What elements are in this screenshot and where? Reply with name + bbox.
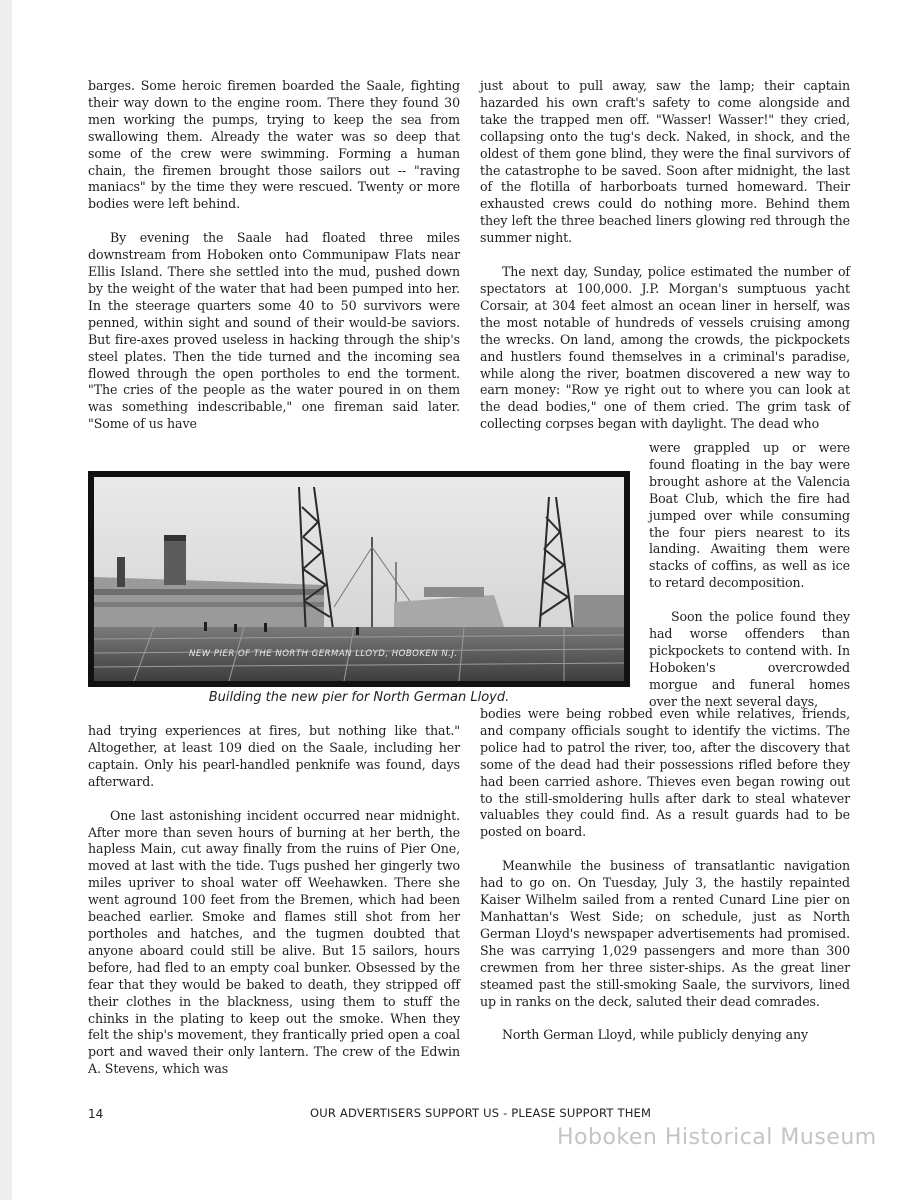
page-number: 14	[88, 1107, 104, 1121]
historical-photo	[88, 471, 630, 687]
page-edge-shadow	[0, 0, 12, 1200]
paragraph: Meanwhile the business of transatlantic navigation had to go on. On Tuesday, July 3, the hastily repainted Kaiser Wilhelm sailed from a rented Cunard Line pier on Manhattan's West Side; on schedule, just as North German Lloyd's newspaper advertisements had promised. She was carrying 1,029 passengers and more than 300 crewmen from her three sister-ships. As the great liner steamed past the still-smoking Saale, the survivors, lined up in ranks on the deck, saluted their dead comrades.	[480, 858, 850, 1009]
paragraph: had trying experiences at fires, but nothing like that." Altogether, at least 109 died on the Saale, including her captain. Only his pearl-handled penknife was found, days afterward.	[88, 723, 460, 789]
paragraph: Soon the police found they had worse offenders than pickpockets to contend with. In Hoboken's overcrowded morgue and funeral homes over the next several days,	[649, 609, 850, 709]
paragraph: North German Lloyd, while publicly denying any	[502, 1027, 809, 1043]
paragraph: By evening the Saale had floated three miles downstream from Hoboken onto Communipaw Flats near Ellis Island. There she settled into the mud, pushed down by the weight of the water that had been pumped into her. In the steerage quarters some 40 to 50 survivors were penned, within sight and sound of their would-be saviors. But fire-axes proved useless in hacking through the ship's steel plates. Then the tide turned and the incoming sea flowed through the open portholes to end the torment. "The cries of the people as the water poured in on them was something indescribable," one fireman said later. "Some of us have	[88, 230, 460, 432]
paragraph: The next day, Sunday, police estimated the number of spectators at 100,000. J.P. Morgan's sumptuous yacht Corsair, at 304 feet almost an ocean liner in herself, was the most notable of hundreds of vessels cruising among the wrecks. On land, among the crowds, the pickpockets and hustlers found themselves in a criminal's paradise, while along the river, boatmen discovered a new way to earn money: "Row ye right out to where you can look at the dead bodies," one of them cried. The grim task of collecting corpses began with daylight. The dead who	[480, 264, 850, 432]
paragraph: bodies were being robbed even while relatives, friends, and company officials sought to identify the victims. The police had to patrol the river, too, after the discovery that some of the dead had their possessions rifled before they had been carried ashore. Thieves even began rowing out to the still-smoldering hulls after dark to steal whatever valuables they could find. As a result guards had to be posted on board.	[480, 706, 850, 840]
paragraph: One last astonishing incident occurred near midnight. After more than seven hours of burning at her berth, the hapless Main, cut away finally from the ruins of Pier One, moved at last with the tide. Tugs pushed her gingerly two miles upriver to shoal water off Weehawken. There she went aground 100 feet from the Bremen, which had been beached earlier. Smoke and flames still shot from her portholes and hatches, and the tugmen doubted that anyone aboard could still be alive. But 15 sailors, hours before, had fled to an empty coal bunker. Obsessed by the fear that they would be baked to death, they stripped off their clothes in the blackness, using them to stuff the chinks in the plating to keep out the smoke. When they felt the ship's movement, they frantically pried open a coal port and waved their only lantern. The crew of the Edwin A. Stevens, which was	[88, 807, 460, 1077]
footer-note: OUR ADVERTISERS SUPPORT US - PLEASE SUPPORT THEM	[310, 1106, 652, 1120]
article-right-column-wrap	[649, 440, 850, 711]
article-left-column-top	[88, 78, 460, 433]
paragraph: just about to pull away, saw the lamp; their captain hazarded his own craft's safety to come alongside and take the trapped men off. "Wasser! Wasser!" they cried, collapsing onto the tug's deck. Naked, in shock, and the oldest of them gone blind, they were the final survivors of the catastrophe to be saved. Soon after midnight, the last of the flotilla of harborboats turned homeward. Their exhausted crews could do nothing more. Behind them they left the three beached liners glowing red through the summer night.	[480, 78, 850, 246]
paragraph: were grappled up or were found floating in the bay were brought ashore at the Valencia Boat Club, which the fire had jumped over while consuming the four piers nearest to its landing. Awaiting them were stacks of coffins, as well as ice to retard decomposition.	[649, 440, 850, 591]
article-left-column-bottom	[88, 723, 460, 1078]
museum-watermark: Hoboken Historical Museum	[557, 1125, 877, 1150]
paragraph: barges. Some heroic firemen boarded the Saale, fighting their way down to the engine room. There they found 30 men working the pumps, trying to keep the sea from swallowing them. Already the water was so deep that some of the crew were swimming. Forming a human chain, the firemen brought those sailors out -- "raving maniacs" by the time they were rescued. Twenty or more bodies were left behind.	[88, 78, 460, 212]
article-right-column-top	[480, 78, 850, 433]
pier-construction-photo	[94, 477, 624, 681]
photo-inscription: NEW PIER OF THE NORTH GERMAN LLOYD, HOBOKEN N.J.	[189, 649, 458, 659]
photo-caption: Building the new pier for North German Lloyd.	[208, 690, 510, 705]
article-right-column-bottom	[480, 706, 850, 1044]
